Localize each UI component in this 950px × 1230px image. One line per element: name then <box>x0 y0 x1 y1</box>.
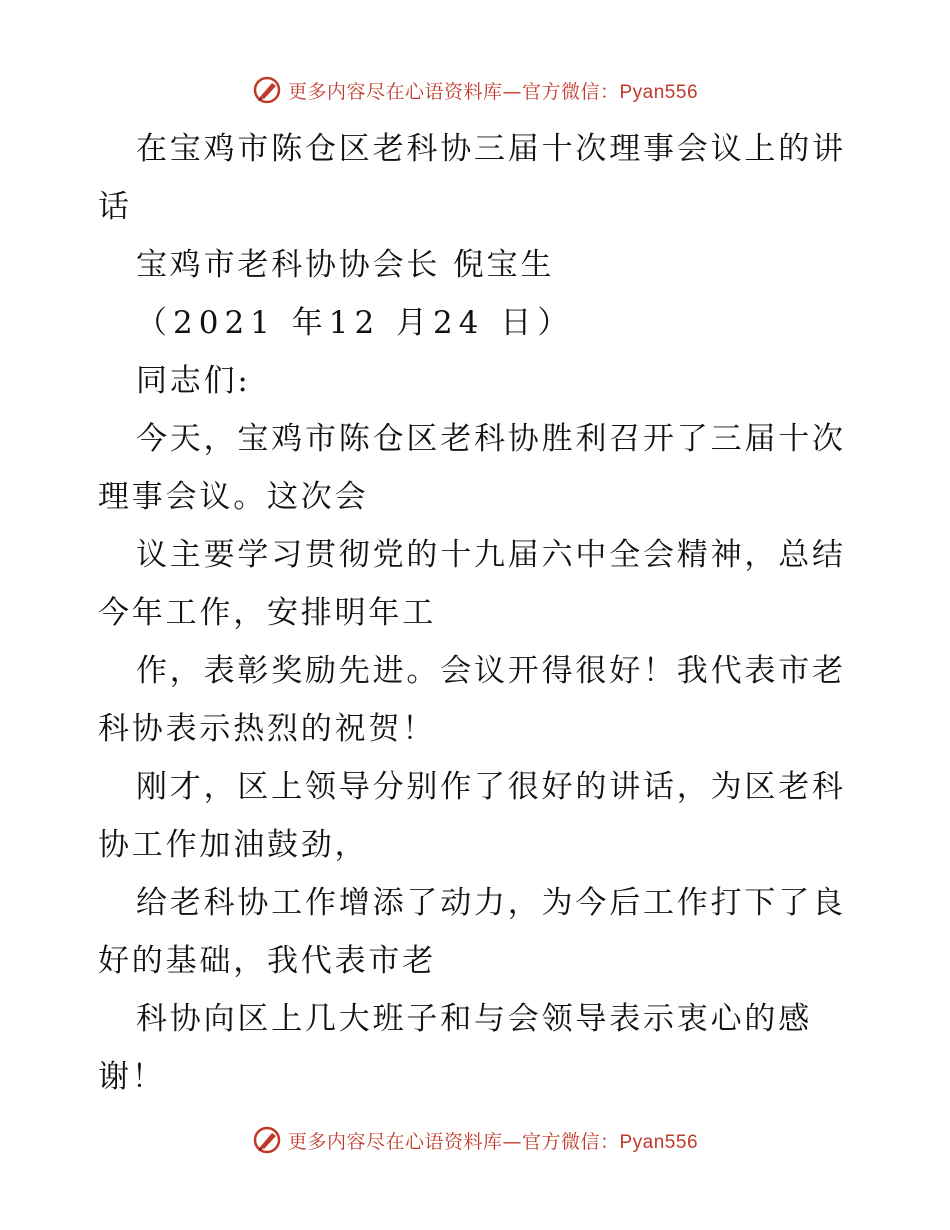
paragraph-4-line2: 协工作加油鼓劲， <box>98 827 369 863</box>
paragraph-5-line1: 给老科协工作增添了动力，为今后工作打下了良 <box>136 885 846 921</box>
paragraph-1-line2: 理事会议。这次会 <box>98 479 369 515</box>
header-banner-text <box>288 77 698 104</box>
header-banner <box>0 72 950 108</box>
doc-author: 宝鸡市老科协协会长 倪宝生 <box>136 247 555 283</box>
pen-logo-icon <box>252 1125 282 1155</box>
banner-wechat-id: Pyan556 <box>619 81 699 103</box>
paragraph-2-line1: 议主要学习贯彻党的十九届六中全会精神，总结 <box>136 537 846 573</box>
paragraph-6-line1: 科协向区上几大班子和与会领导表示衷心的感 <box>136 1001 812 1037</box>
banner-wechat-id: Pyan556 <box>619 1131 699 1153</box>
footer-banner <box>0 1122 950 1158</box>
document-body <box>98 120 858 1106</box>
doc-title-line2: 话 <box>98 189 132 225</box>
paragraph-3-line2: 科协表示热烈的祝贺！ <box>98 711 436 747</box>
paragraph-1-line1: 今天，宝鸡市陈仓区老科协胜利召开了三届十次 <box>136 421 846 457</box>
banner-dash: — <box>502 1130 522 1153</box>
doc-salutation: 同志们: <box>136 363 251 399</box>
banner-slogan: 更多内容尽在心语资料库 <box>287 80 503 103</box>
pen-logo-icon <box>252 75 282 105</box>
doc-title-line1: 在宝鸡市陈仓区老科协三届十次理事会议上的讲 <box>136 131 846 167</box>
banner-wechat-label: 官方微信： <box>521 80 620 103</box>
footer-banner-text <box>288 1127 698 1154</box>
doc-date: （2021 年12 月24 日） <box>136 305 575 341</box>
paragraph-4-line1: 刚才，区上领导分别作了很好的讲话，为区老科 <box>136 769 846 805</box>
paragraph-2-line2: 今年工作，安排明年工 <box>98 595 436 631</box>
banner-slogan: 更多内容尽在心语资料库 <box>287 1130 503 1153</box>
paragraph-6-line2: 谢！ <box>98 1059 166 1095</box>
banner-wechat-label: 官方微信： <box>521 1130 620 1153</box>
paragraph-5-line2: 好的基础，我代表市老 <box>98 943 436 979</box>
banner-dash: — <box>502 80 522 103</box>
paragraph-3-line1: 作，表彰奖励先进。会议开得很好！我代表市老 <box>136 653 846 689</box>
